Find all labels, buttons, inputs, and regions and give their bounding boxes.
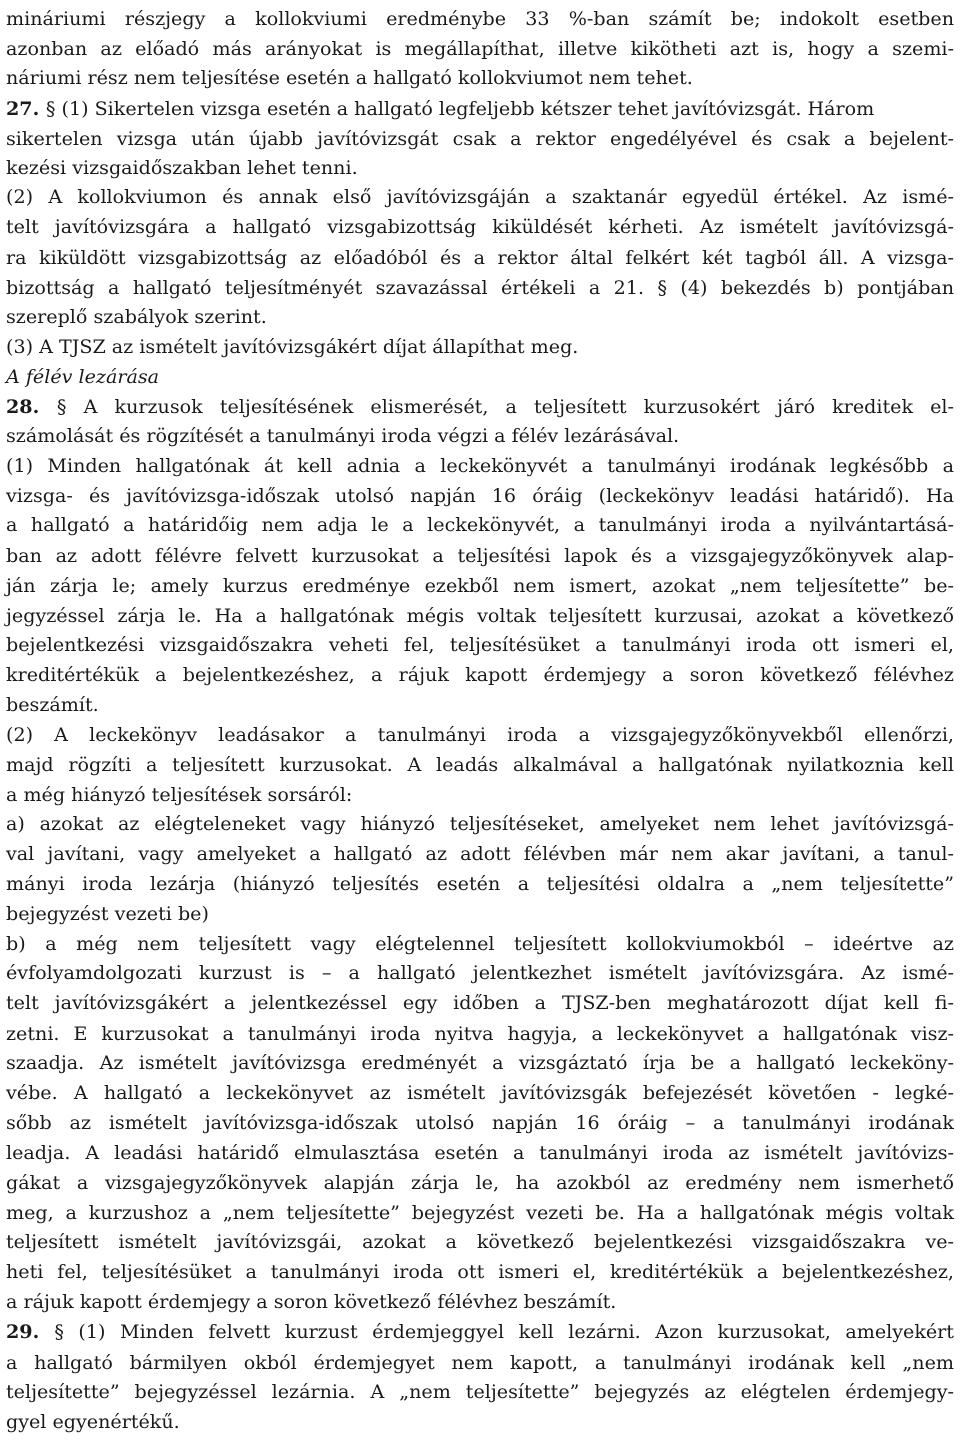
- text-segment: a még hiányzó teljesítések sorsáról:: [6, 783, 353, 806]
- text-segment: a hallgató a határidőig nem adja le a leckekönyvét, a tanulmányi iroda a nyilvántartásá-: [6, 513, 954, 536]
- text-segment: ra kiküldött vizsgabizottság az előadóból és a rektor által felkért két tagból áll. A vizsga-: [6, 246, 954, 269]
- text-line: [6, 2, 954, 36]
- text-line: [6, 419, 954, 453]
- text-line: [6, 718, 954, 752]
- text-line: [6, 867, 954, 901]
- text-line: [6, 210, 954, 244]
- text-line: [6, 1076, 954, 1110]
- text-segment: gyel egyenértékű.: [6, 1410, 180, 1433]
- text-line: [6, 1315, 954, 1349]
- text-line: [6, 837, 954, 871]
- text-line: [6, 449, 954, 483]
- text-line: [6, 986, 954, 1020]
- section-number: 27.: [6, 97, 46, 120]
- text-line: [6, 1046, 954, 1080]
- text-segment: vébe. A hallgató a leckekönyvet az ismételt javítóvizsgák befejezését követően - legké-: [6, 1081, 954, 1104]
- text-line: [6, 807, 954, 841]
- text-segment: (1) Minden hallgatónak át kell adnia a leckekönyvét a tanulmányi irodának legkésőbb a: [6, 454, 954, 477]
- text-segment: § A kurzusok teljesítésének elismerését, a teljesített kurzusokért járó kreditek el-: [56, 395, 954, 418]
- text-segment: számolását és rögzítését a tanulmányi iroda végzi a félév lezárásával.: [6, 424, 680, 447]
- text-segment: teljesítette” bejegyzéssel lezárnia. A „nem teljesítette” bejegyzés az elégtelen érdemjegy-: [6, 1380, 954, 1403]
- text-segment: b) a még nem teljesített vagy elégtelennel teljesített kollokviumokból – ideértve az: [6, 932, 954, 955]
- text-line: [6, 1136, 954, 1170]
- text-segment: szereplő szabályok szerint.: [6, 305, 267, 328]
- text-segment: bejelentkezési vizsgaidőszakra veheti fel, teljesítésüket a tanulmányi iroda ott ismeri el,: [6, 633, 954, 656]
- text-segment: sikertelen vizsga után újabb javítóvizsgát csak a rektor engedélyével és csak a bejelent-: [6, 127, 954, 150]
- text-segment: val javítani, vagy amelyeket a hallgató az adott félévben már nem akar javítani, a tanul-: [6, 842, 954, 865]
- text-line: [6, 1225, 954, 1259]
- text-segment: majd rögzíti a teljesített kurzusokat. A leadás alkalmával a hallgatónak nyilatkoznia kell: [6, 753, 954, 776]
- text-line: [6, 300, 954, 334]
- text-line: [6, 897, 954, 931]
- text-segment: telt javítóvizsgákért a jelentkezéssel egy időben a TJSZ-ben meghatározott díjat kell fi-: [6, 991, 954, 1014]
- text-line: [6, 1375, 954, 1409]
- text-segment: sőbb az ismételt javítóvizsga-időszak utolsó napján 16 óráig – a tanulmányi irodának: [6, 1111, 954, 1134]
- text-line: [6, 1405, 954, 1439]
- text-segment: (2) A leckekönyv leadásakor a tanulmányi iroda a vizsgajegyzőkönyvekből ellenőrzi,: [6, 723, 954, 746]
- text-line: [6, 360, 954, 394]
- text-segment: gákat a vizsgajegyzőkönyvek alapján zárja le, ha azokból az eredmény nem ismerhető: [6, 1171, 954, 1194]
- text-segment: mináriumi részjegy a kollokviumi eredménybe 33 %-ban számít be; indokolt esetben: [6, 7, 954, 30]
- text-line: [6, 628, 954, 662]
- text-segment: teljesített ismételt javítóvizsgái, azokat a következő bejelentkezési vizsgaidőszakra ve-: [6, 1230, 954, 1253]
- text-segment: a) azokat az elégteleneket vagy hiányzó teljesítéseket, amelyeket nem lehet javítóvizsgá-: [6, 812, 954, 835]
- text-line: [6, 658, 954, 692]
- text-line: [6, 180, 954, 214]
- text-segment: bizottság a hallgató teljesítményét szavazással értékeli a 21. § (4) bekezdés b) pontjában: [6, 276, 954, 299]
- text-line: [6, 92, 954, 126]
- text-line: [6, 748, 954, 782]
- text-segment: zetni. E kurzusokat a tanulmányi iroda nyitva hagyja, a leckekönyvet a hallgatónak visz-: [6, 1022, 954, 1045]
- text-segment: kezési vizsgaidőszakban lehet tenni.: [6, 156, 358, 179]
- text-segment: jegyzéssel zárja le. Ha a hallgatónak mégis voltak teljesített kurzusai, azokat a következő: [6, 604, 954, 627]
- section-heading: A félév lezárása: [6, 365, 160, 388]
- text-segment: kreditértékük a bejelentkezéshez, a rájuk kapott érdemjegy a soron következő félévhez: [6, 663, 954, 686]
- text-segment: telt javítóvizsgára a hallgató vizsgabizottság kiküldését kérheti. Az ismételt javítóvizsgá-: [6, 215, 954, 238]
- text-segment: vizsga- és javítóvizsga-időszak utolsó napján 16 óráig (leckekönyv leadási határidő). Ha: [6, 484, 954, 507]
- text-line: [6, 539, 954, 573]
- text-line: [6, 508, 954, 542]
- text-segment: heti fel, teljesítésüket a tanulmányi iroda ott ismeri el, kreditértékük a bejelentkezéshez,: [6, 1260, 954, 1283]
- text-line: [6, 1166, 954, 1200]
- text-segment: meg, a kurzushoz a „nem teljesítette” bejegyzést vezeti be. Ha a hallgatónak mégis voltak: [6, 1201, 954, 1224]
- text-segment: § (1) Sikertelen vizsga esetén a hallgató legfeljebb kétszer tehet javítóvizsgát. Három: [45, 97, 875, 120]
- text-segment: a hallgató bármilyen okból érdemjegyet nem kapott, a tanulmányi irodának kell „nem: [6, 1351, 954, 1374]
- text-segment: bejegyzést vezeti be): [6, 902, 209, 925]
- text-line: [6, 1285, 954, 1319]
- text-segment: a rájuk kapott érdemjegy a soron következő félévhez beszámít.: [6, 1290, 617, 1313]
- text-line: [6, 688, 954, 722]
- text-line: [6, 569, 954, 603]
- section-number: 28.: [6, 395, 57, 418]
- text-segment: leadja. A leadási határidő elmulasztása esetén a tanulmányi iroda az ismételt javítóvizs-: [6, 1141, 954, 1164]
- text-segment: (3) A TJSZ az ismételt javítóvizsgákért díjat állapíthat meg.: [6, 335, 579, 358]
- section-number: 29.: [6, 1320, 55, 1343]
- text-line: [6, 1106, 954, 1140]
- text-segment: § (1) Minden felvett kurzust érdemjeggyel kell lezárni. Azon kurzusokat, amelyekért: [54, 1320, 954, 1343]
- text-segment: szaadja. Az ismételt javítóvizsga eredményét a vizsgáztató írja be a hallgató leckeköny-: [6, 1051, 954, 1074]
- text-segment: ban az adott félévre felvett kurzusokat a teljesítési lapok és a vizsgajegyzőkönyvek alap-: [6, 544, 954, 567]
- text-line: [6, 61, 954, 95]
- text-segment: mányi iroda lezárja (hiányzó teljesítés esetén a teljesítési oldalra a „nem teljesítette”: [6, 872, 954, 895]
- text-segment: náriumi rész nem teljesítése esetén a hallgató kollokviumot nem tehet.: [6, 66, 693, 89]
- text-segment: azonban az előadó más arányokat is megállapíthat, illetve kikötheti azt is, hogy a szemi-: [6, 37, 954, 60]
- text-segment: (2) A kollokviumon és annak első javítóvizsgáján a szaktanár egyedül értékel. Az ismé-: [6, 185, 954, 208]
- text-line: [6, 1255, 954, 1289]
- text-line: [6, 956, 954, 990]
- text-segment: évfolyamdolgozati kurzust is – a hallgató jelentkezhet ismételt javítóvizsgára. Az ismé-: [6, 961, 954, 984]
- text-segment: ján zárja le; amely kurzus eredménye ezekből nem ismert, azokat „nem teljesítette” be-: [6, 574, 954, 597]
- text-segment: beszámít.: [6, 693, 99, 716]
- text-line: [6, 241, 954, 275]
- text-line: [6, 330, 954, 364]
